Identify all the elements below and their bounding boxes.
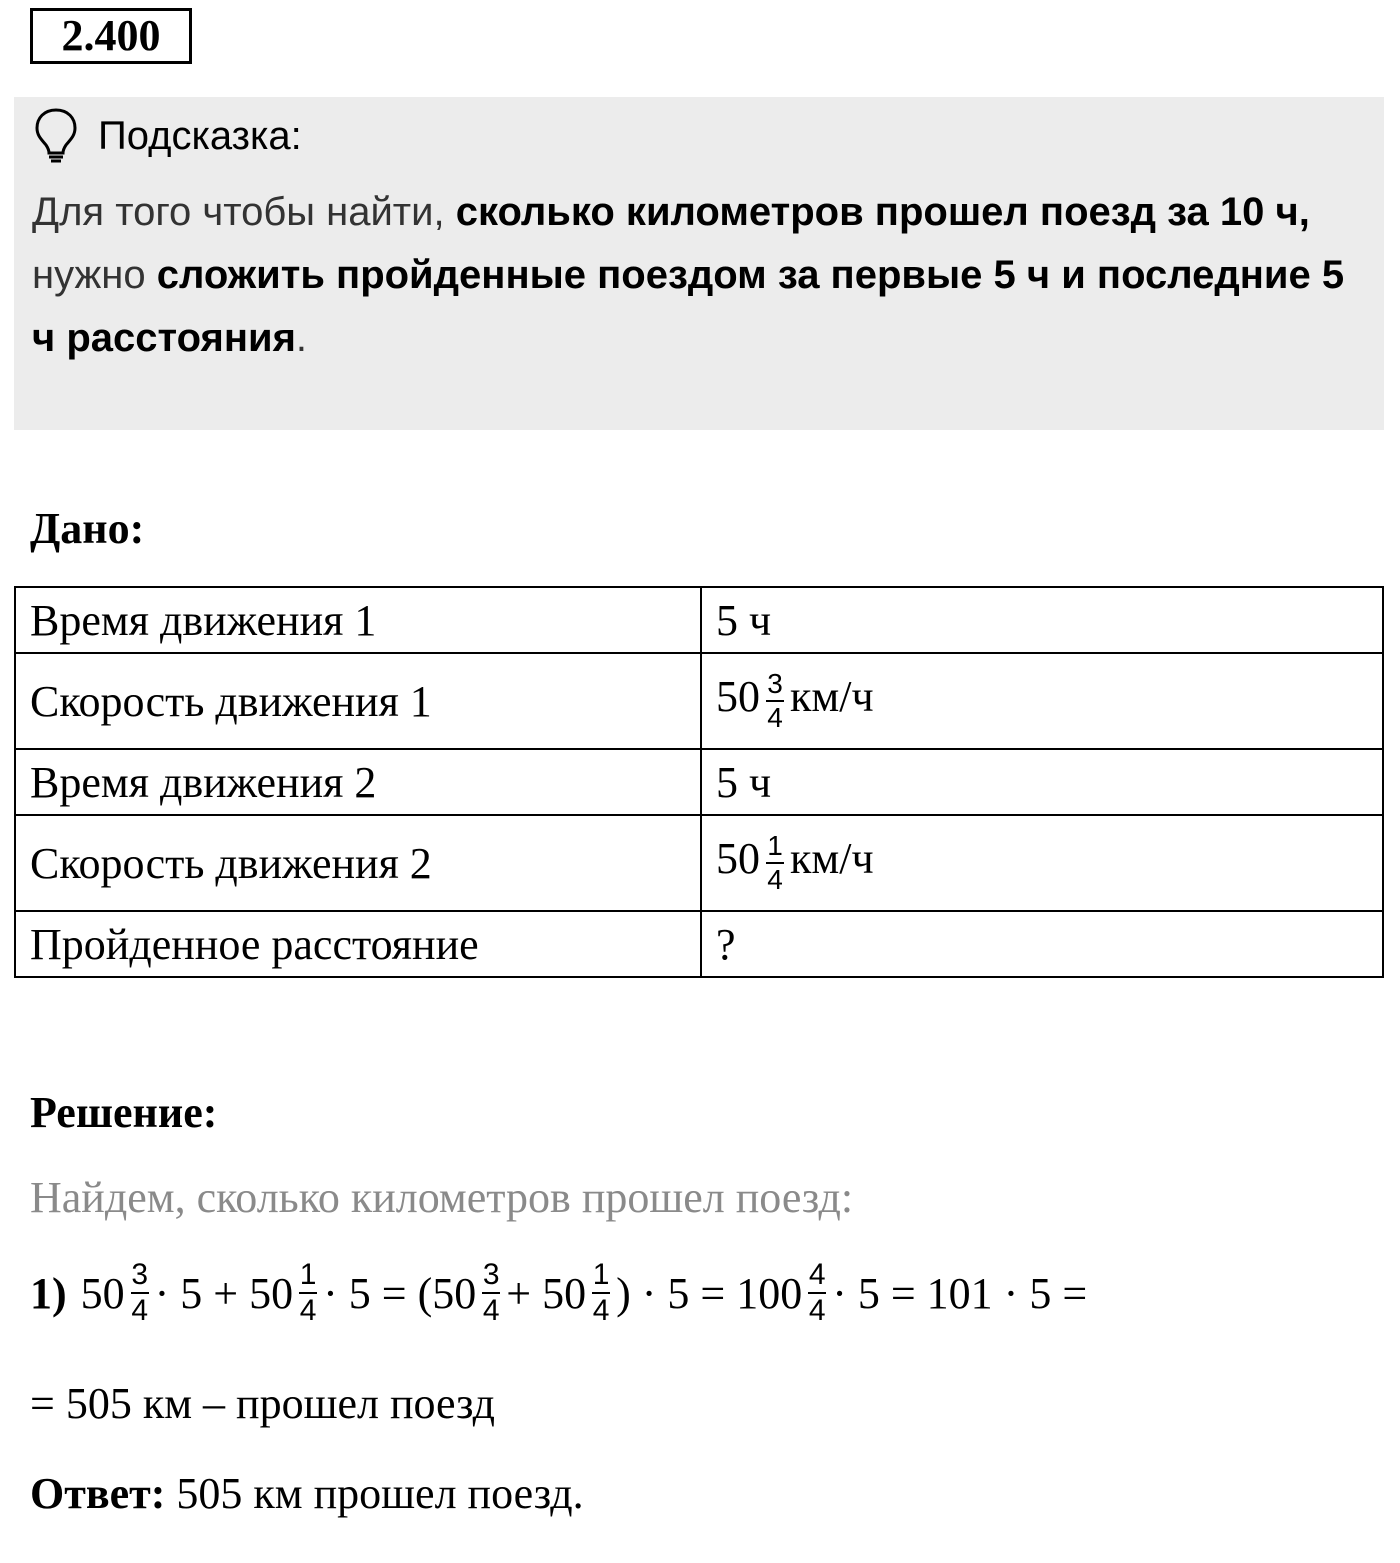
denominator: 4 (808, 1294, 826, 1327)
equation-line-1 (30, 1260, 1087, 1326)
denominator: 4 (482, 1294, 500, 1327)
given-table (14, 586, 1384, 978)
numerator: 1 (299, 1258, 317, 1291)
given-label: Скорость движения 2 (15, 815, 701, 911)
hint-text-part: нужно (32, 253, 157, 297)
step-number: 1) (30, 1268, 67, 1318)
fraction (766, 832, 784, 894)
hint-box (14, 97, 1384, 430)
answer-label: Ответ: (30, 1469, 166, 1518)
answer-text: 505 км прошел поезд. (165, 1469, 584, 1518)
fraction (808, 1260, 826, 1326)
solution-title: Решение: (30, 1088, 218, 1137)
eq-part: · 5 = 101 · 5 = (832, 1268, 1088, 1318)
hint-text-part: Для того чтобы найти, (32, 190, 456, 234)
given-label: Время движения 1 (15, 587, 701, 653)
eq-part: + 50 (506, 1268, 587, 1318)
fraction (592, 1260, 610, 1326)
denominator: 4 (767, 702, 783, 733)
given-value: 5 ч (701, 749, 1383, 815)
answer-line (30, 1468, 584, 1519)
denominator: 4 (131, 1294, 148, 1327)
numerator: 4 (808, 1258, 826, 1291)
denominator: 4 (767, 864, 783, 895)
numerator: 3 (482, 1258, 500, 1291)
eq-part: · 5 = (50 (323, 1268, 477, 1318)
given-label: Скорость движения 1 (15, 653, 701, 749)
hint-text (32, 181, 1372, 370)
whole-part: 50 (716, 672, 760, 722)
numerator: 3 (131, 1258, 148, 1291)
table-row (15, 815, 1383, 911)
hint-header (34, 107, 302, 165)
eq-part: ) · 5 = 100 (616, 1268, 803, 1318)
given-value: 5 ч (701, 587, 1383, 653)
lightbulb-icon (34, 107, 78, 165)
unit: км/ч (790, 834, 874, 884)
fraction (766, 670, 784, 732)
task-number: 2.400 (30, 8, 192, 64)
numerator: 1 (592, 1258, 610, 1291)
hint-text-part: . (295, 316, 308, 360)
eq-part: · 5 + 50 (154, 1268, 294, 1318)
fraction (131, 1260, 149, 1326)
given-label: Время движения 2 (15, 749, 701, 815)
hint-title: Подсказка: (98, 113, 302, 158)
hint-bold-part: сколько километров прошел поезд за 10 ч, (455, 190, 1310, 234)
numerator: 3 (767, 668, 783, 699)
given-value (701, 815, 1383, 911)
given-title: Дано: (30, 504, 145, 553)
whole-part: 50 (716, 834, 760, 884)
table-row (15, 587, 1383, 653)
denominator: 4 (592, 1294, 610, 1327)
table-row (15, 749, 1383, 815)
table-row (15, 911, 1383, 977)
equation-line-2: = 505 км – прошел поезд (30, 1379, 496, 1428)
eq-part: 50 (80, 1268, 125, 1318)
given-value: ? (701, 911, 1383, 977)
table-row (15, 653, 1383, 749)
given-value (701, 653, 1383, 749)
fraction (299, 1260, 317, 1326)
numerator: 1 (767, 830, 783, 861)
fraction (482, 1260, 500, 1326)
given-label: Пройденное расстояние (15, 911, 701, 977)
solution-intro: Найдем, сколько километров прошел поезд: (30, 1173, 854, 1222)
hint-bold-part: сложить пройденные поездом за первые 5 ч и последние 5 ч расстояния (32, 253, 1345, 360)
unit: км/ч (790, 672, 874, 722)
denominator: 4 (299, 1294, 317, 1327)
